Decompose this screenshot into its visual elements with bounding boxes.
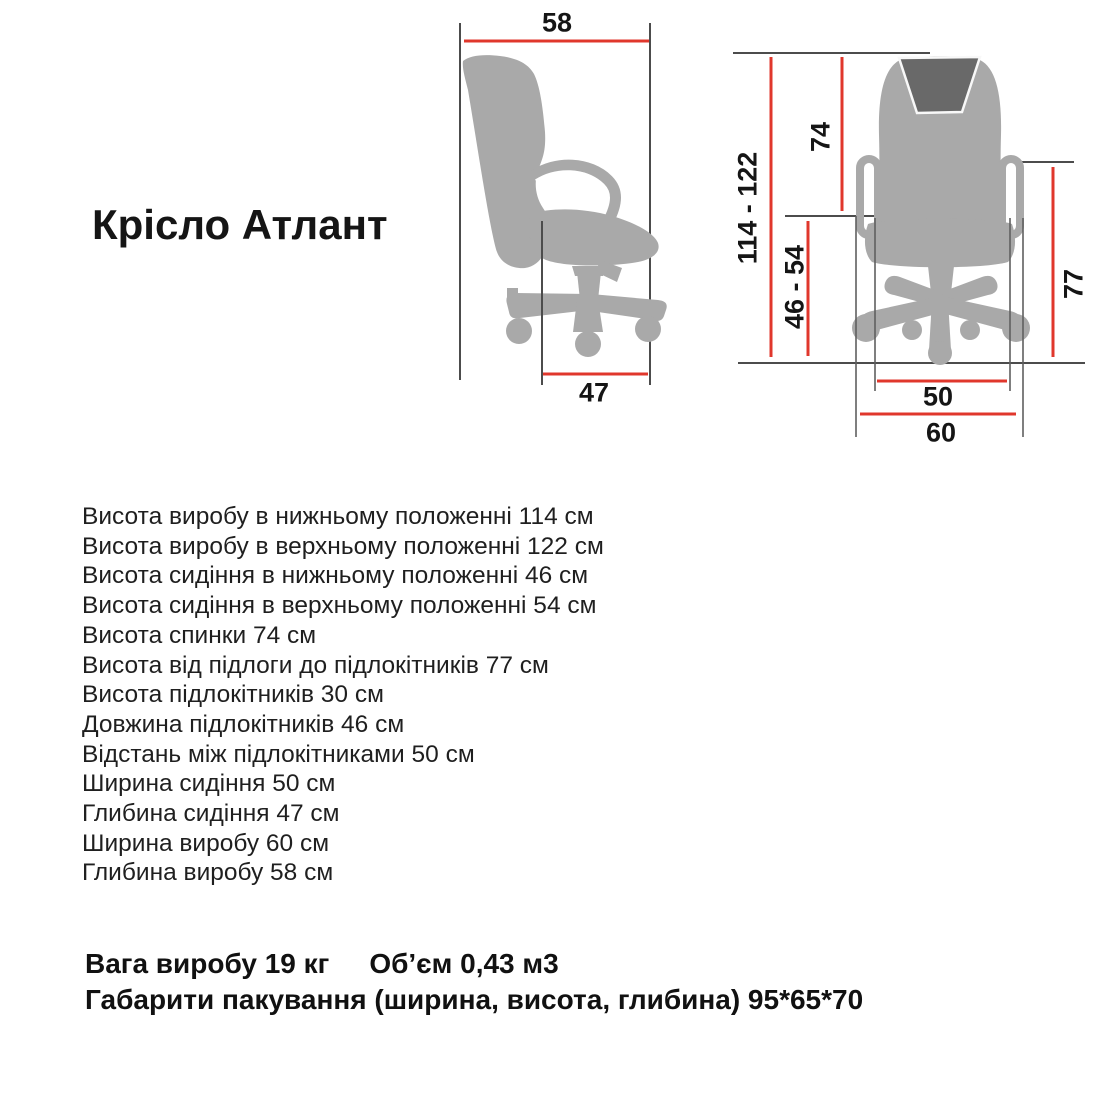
weight-volume-line <box>85 946 863 982</box>
weight-value: Вага виробу 19 кг <box>85 948 330 979</box>
spec-line-back-height: Висота спинки 74 см <box>82 621 317 649</box>
seat-height-label: 46 - 54 <box>779 244 810 330</box>
packaging-line: Габарити пакування (ширина, висота, глибина) 95*65*70 <box>85 983 864 1015</box>
spec-line-seat-height-low: Висота сидіння в нижньому положенні 46 см <box>82 562 589 590</box>
armrest-height-label: 77 <box>1058 268 1089 300</box>
spec-line-product-depth: Глибина виробу 58 см <box>82 859 334 887</box>
side-view-diagram <box>460 23 667 385</box>
spec-line-armrest-distance: Відстань між підлокітниками 50 см <box>82 740 475 768</box>
chair-front-silhouette <box>852 56 1030 365</box>
spec-line-armrest-height: Висота підлокітників 30 см <box>82 681 384 709</box>
volume-value: Об’єм 0,43 м3 <box>369 948 559 979</box>
side-depth-label: 58 <box>541 7 573 38</box>
back-height-label: 74 <box>805 121 836 153</box>
spec-line-product-height-low: Висота виробу в нижньому положенні 114 см <box>82 503 594 530</box>
chair-side-silhouette <box>463 55 667 357</box>
spec-line-armrest-length: Довжина підлокітників 46 см <box>82 710 405 738</box>
page-title: Крісло Атлант <box>92 201 388 248</box>
product-height-label: 114 - 122 <box>732 151 763 265</box>
armrest-distance-label: 50 <box>922 381 954 412</box>
spec-line-armrest-floor-height: Висота від підлоги до підлокітників 77 см <box>82 651 549 679</box>
spec-line-product-height-high: Висота виробу в верхньому положенні 122 см <box>82 532 604 560</box>
spec-line-seat-width: Ширина сидіння 50 см <box>82 770 336 798</box>
footer-summary <box>85 946 863 1017</box>
spec-line-seat-depth: Глибина сидіння 47 см <box>82 800 340 828</box>
spec-line-product-width: Ширина виробу 60 см <box>82 829 330 857</box>
spec-list <box>82 502 604 888</box>
side-seat-depth-label: 47 <box>578 377 610 408</box>
spec-line-seat-height-high: Висота сидіння в верхньому положенні 54 см <box>82 592 597 620</box>
product-width-label: 60 <box>925 417 957 448</box>
